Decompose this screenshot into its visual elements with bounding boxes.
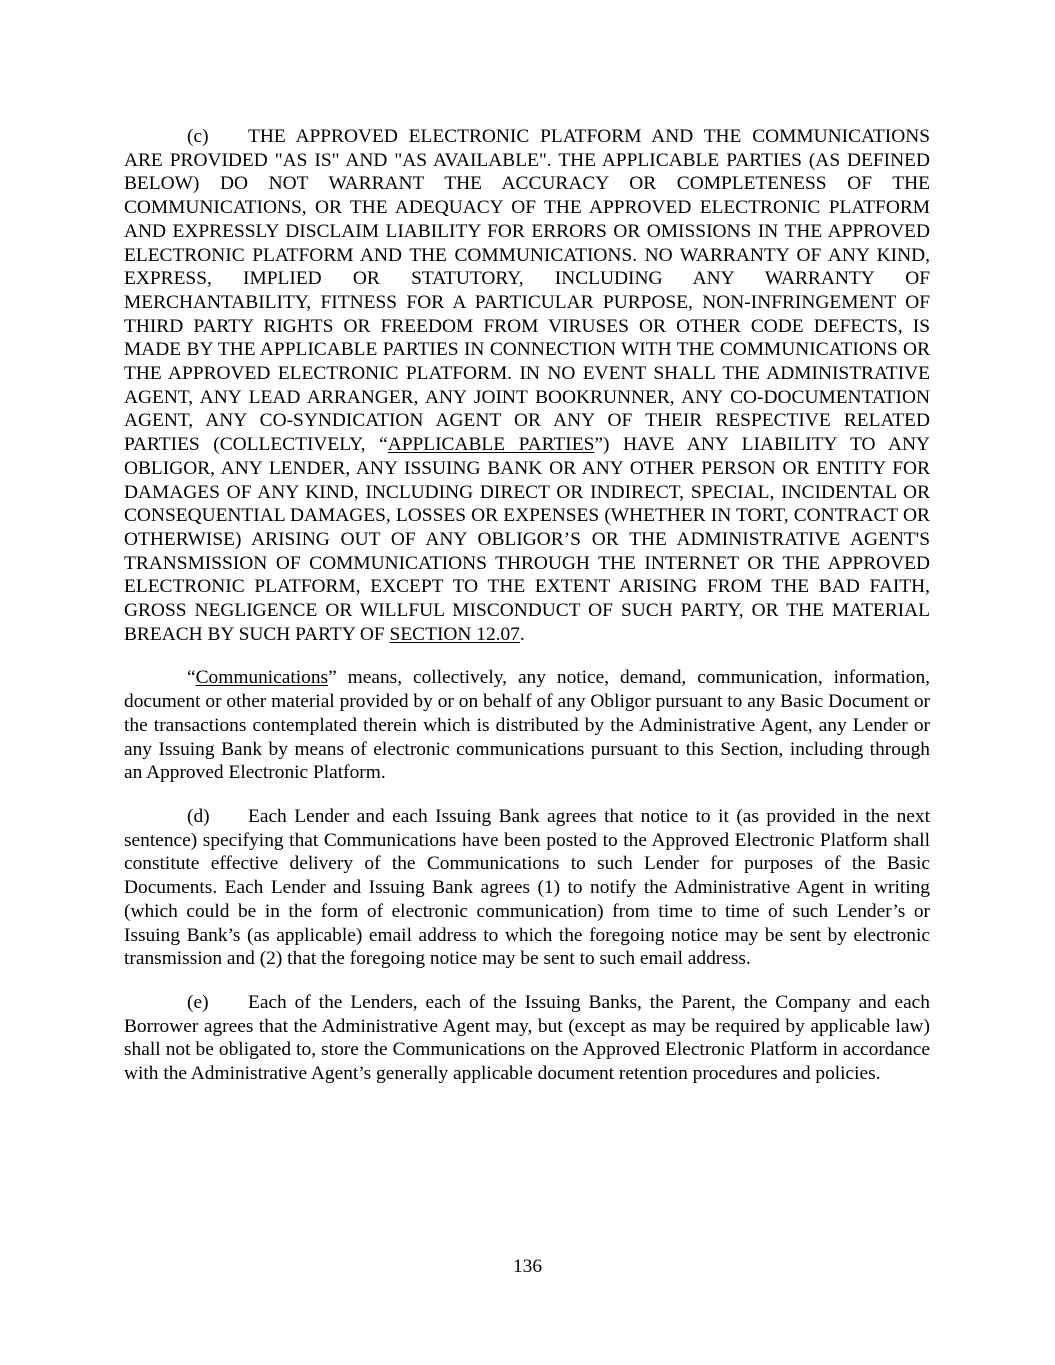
paragraph-e-text: Each of the Lenders, each of the Issuing Banks, the Parent, the Company and each Borrower agrees that the Administrative Agent may, but (except as may be required by applicable law) shall not be obligated to, store the Communications on the Approved Electronic Platform in accordance with the Administrative Agent’s generally applicable document retention procedures and policies. bbox=[124, 991, 930, 1085]
paragraph-e-label: (e) bbox=[187, 991, 209, 1013]
page-number: 136 bbox=[512, 1256, 543, 1277]
paragraph-c-text-part1: THE APPROVED ELECTRONIC PLATFORM AND THE COMMUNICATIONS ARE PROVIDED "AS IS" AND "AS AVAILABLE". THE APPLICABLE PARTIES (AS DEFINED BELOW) DO NOT WARRANT THE ACCURACY OR COMPLETENESS OF THE COMMUNICATIONS, OR THE ADEQUACY OF THE APPROVED ELECTRONIC PLATFORM AND EXPRESSLY DISCLAIM LIABILITY FOR ERRORS OR OMISSIONS IN THE APPROVED ELECTRONIC PLATFORM AND THE COMMUNICATIONS. NO WARRANTY OF ANY KIND, EXPRESS, IMPLIED OR STATUTORY, INCLUDING ANY WARRANTY OF MERCHANTABILITY, FITNESS FOR A PARTICULAR PURPOSE, NON-INFRINGEMENT OF THIRD PARTY RIGHTS OR FREEDOM FROM VIRUSES OR OTHER CODE DEFECTS, IS MADE BY THE APPLICABLE PARTIES IN CONNECTION WITH THE COMMUNICATIONS OR THE APPROVED ELECTRONIC PLATFORM. IN NO EVENT SHALL THE ADMINISTRATIVE AGENT, ANY LEAD ARRANGER, ANY JOINT BOOKRUNNER, ANY CO-DOCUMENTATION AGENT, ANY CO-SYNDICATION AGENT OR ANY OF THEIR RESPECTIVE RELATED PARTIES (COLLECTIVELY, “ bbox=[124, 126, 930, 456]
communications-defined-term: Communications bbox=[195, 667, 329, 689]
document-body bbox=[124, 125, 930, 1086]
paragraph-c-end: . bbox=[519, 623, 525, 645]
paragraph-c-text-part2: ”) HAVE ANY LIABILITY TO ANY OBLIGOR, ANY LENDER, ANY ISSUING BANK OR ANY OTHER PERSON OR ENTITY FOR DAMAGES OF ANY KIND, INCLUDING DIRECT OR INDIRECT, SPECIAL, INCIDENTAL OR CONSEQUENTIAL DAMAGES, LOSSES OR EXPENSES (WHETHER IN TORT, CONTRACT OR OTHERWISE) ARISING OUT OF ANY OBLIGOR’S OR THE ADMINISTRATIVE AGENT'S TRANSMISSION OF COMMUNICATIONS THROUGH THE INTERNET OR THE APPROVED ELECTRONIC PLATFORM, EXCEPT TO THE EXTENT ARISING FROM THE BAD FAITH, GROSS NEGLIGENCE OR WILLFUL MISCONDUCT OF SUCH PARTY, OR THE MATERIAL BREACH BY SUCH PARTY OF bbox=[124, 434, 930, 645]
section-reference: SECTION 12.07 bbox=[389, 623, 520, 645]
paragraph-e bbox=[124, 991, 930, 1086]
paragraph-d-text: Each Lender and each Issuing Bank agrees that notice to it (as provided in the next sentence) specifying that Communications have been posted to the Approved Electronic Platform shall constitute effective delivery of the Communications to such Lender for purposes of the Basic Documents. Each Lender and Issuing Bank agrees (1) to notify the Administrative Agent in writing (which could be in the form of electronic communication) from time to time of such Lender’s or Issuing Bank’s (as applicable) email address to which the foregoing notice may be sent by electronic transmission and (2) that the foregoing notice may be sent to such email address. bbox=[124, 805, 930, 970]
paragraph-d-label: (d) bbox=[187, 805, 210, 827]
communications-definition bbox=[124, 666, 930, 785]
paragraph-d bbox=[124, 805, 930, 971]
paragraph-c bbox=[124, 125, 930, 646]
communications-definition-text: ” means, collectively, any notice, demand, communication, information, document or other material provided by or on behalf of any Obligor pursuant to any Basic Document or the transactions contemplated therein which is distributed by the Administrative Agent, any Lender or any Issuing Bank by means of electronic communications pursuant to this Section, including through an Approved Electronic Platform. bbox=[124, 667, 930, 784]
communications-open-quote: “ bbox=[187, 667, 196, 689]
paragraph-c-label: (c) bbox=[187, 126, 209, 147]
applicable-parties-defined-term: APPLICABLE PARTIES bbox=[387, 434, 595, 456]
